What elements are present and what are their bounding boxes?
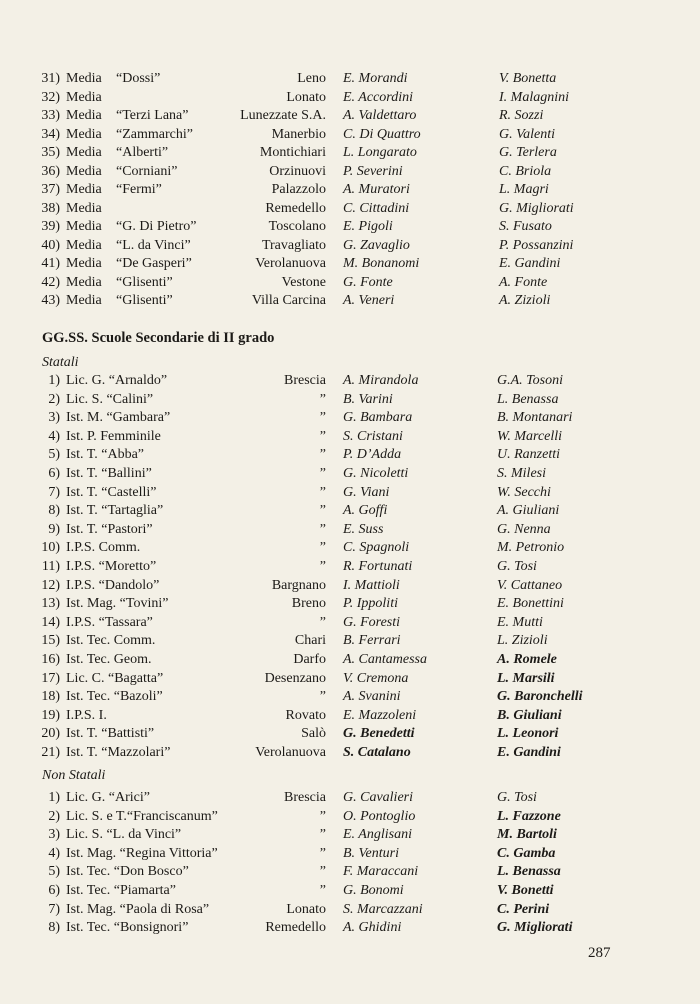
- list-item: [0, 502, 700, 520]
- president-name: G. Bambara: [343, 410, 413, 426]
- secretary-name: S. Fusato: [499, 219, 552, 234]
- president-name: A. Valdettaro: [343, 108, 417, 123]
- list-item: [0, 274, 700, 292]
- school-name: “Dossi”: [116, 71, 161, 86]
- school-name: Ist. Mag. “Tovini”: [66, 596, 169, 612]
- president-name: B. Ferrari: [343, 633, 401, 649]
- school-name: Lic. S. “Calini”: [66, 391, 154, 407]
- secretary-name: A. Fonte: [499, 274, 548, 290]
- row-number: 16): [41, 652, 60, 667]
- list-item: [0, 181, 700, 199]
- list-item: [0, 465, 700, 483]
- secretary-name: L. Benassa: [497, 864, 561, 880]
- secretary-name: P. Possanzini: [499, 237, 574, 253]
- secretary-name: A. Romele: [497, 652, 557, 667]
- school-name: Ist. T. “Battisti”: [66, 726, 155, 742]
- secretary-name: A. Giuliani: [497, 503, 560, 519]
- school-type: Media: [66, 256, 102, 271]
- school-type: Media: [66, 293, 102, 308]
- list-item: [0, 789, 700, 807]
- president-name: S. Cristani: [343, 428, 403, 444]
- secretary-name: C. Perini: [497, 901, 550, 917]
- president-name: E. Anglisani: [343, 827, 412, 843]
- school-place: ”: [319, 689, 326, 705]
- row-number: 17): [41, 670, 60, 686]
- statali-subheading: Statali: [42, 355, 79, 370]
- secretary-name: A. Zizioli: [499, 293, 551, 308]
- school-place: ”: [319, 845, 326, 861]
- school-place: ”: [319, 466, 326, 481]
- school-name: Ist. Tec. “Bonsignori”: [66, 920, 189, 936]
- president-name: G. Viani: [343, 484, 390, 500]
- president-name: V. Cremona: [343, 670, 409, 686]
- list-item: [0, 372, 700, 390]
- school-place: ”: [319, 808, 326, 824]
- school-place: ”: [319, 391, 326, 407]
- secretary-name: G. Baronchelli: [497, 689, 583, 705]
- school-name: Ist. T. “Pastori”: [66, 521, 153, 537]
- list-item: [0, 808, 700, 826]
- list-item: [0, 521, 700, 539]
- president-name: S. Marcazzani: [343, 901, 423, 917]
- school-name: Ist. T. “Abba”: [66, 447, 145, 463]
- row-number: 41): [41, 256, 60, 271]
- row-number: 37): [41, 182, 60, 197]
- row-number: 43): [41, 293, 60, 308]
- school-type: Media: [66, 182, 102, 197]
- school-name: I.P.S. “Tassara”: [66, 614, 153, 630]
- row-number: 10): [41, 540, 60, 556]
- row-number: 32): [41, 89, 60, 105]
- secretary-name: I. Malagnini: [499, 89, 569, 105]
- school-place: ”: [319, 827, 326, 843]
- row-number: 35): [41, 145, 60, 160]
- school-place: Breno: [291, 596, 326, 612]
- secretary-name: R. Sozzi: [499, 108, 544, 123]
- row-number: 11): [41, 559, 60, 574]
- list-item: [0, 826, 700, 844]
- list-item: [0, 144, 700, 162]
- school-name: I.P.S. “Dandolo”: [66, 577, 160, 593]
- secretary-name: V. Cattaneo: [497, 577, 563, 593]
- school-place: Darfo: [293, 652, 326, 667]
- secretary-name: L. Marsili: [497, 670, 555, 686]
- row-number: 7): [48, 484, 60, 500]
- list-item: [0, 577, 700, 595]
- president-name: A. Cantamessa: [343, 652, 427, 667]
- secretary-name: W. Secchi: [497, 484, 551, 500]
- secretary-name: V. Bonetti: [497, 883, 554, 898]
- school-place: ”: [319, 540, 326, 556]
- president-name: A. Goffi: [343, 503, 388, 519]
- secretary-name: M. Bartoli: [497, 827, 557, 843]
- school-place: Brescia: [284, 373, 326, 388]
- school-type: Media: [66, 200, 102, 216]
- school-place: Lonato: [286, 89, 326, 105]
- row-number: 6): [48, 883, 60, 898]
- list-item: [0, 70, 700, 88]
- school-name: Ist. Tec. “Piamarta”: [66, 883, 176, 898]
- school-name: “Terzi Lana”: [116, 108, 189, 123]
- list-item: [0, 882, 700, 900]
- secretary-name: U. Ranzetti: [497, 447, 560, 463]
- row-number: 39): [41, 219, 60, 234]
- president-name: E. Accordini: [343, 89, 413, 105]
- row-number: 42): [41, 274, 60, 290]
- list-item: [0, 218, 700, 236]
- school-place: Verolanuova: [255, 745, 326, 760]
- row-number: 3): [48, 827, 60, 843]
- school-type: Media: [66, 145, 102, 160]
- school-place: Villa Carcina: [251, 293, 326, 308]
- president-name: O. Pontoglio: [343, 808, 416, 824]
- secretary-name: G. Terlera: [499, 145, 557, 160]
- secretary-name: E. Gandini: [499, 256, 561, 271]
- school-place: Manerbio: [271, 126, 326, 142]
- school-place: Salò: [301, 726, 326, 742]
- school-name: Ist. P. Femminile: [66, 428, 161, 444]
- secretary-name: E. Gandini: [497, 745, 561, 760]
- school-place: ”: [319, 428, 326, 444]
- school-type: Media: [66, 89, 102, 105]
- non-statali-subheading: Non Statali: [42, 768, 106, 783]
- row-number: 1): [48, 790, 60, 805]
- list-item: [0, 126, 700, 144]
- secretary-name: G. Nenna: [497, 521, 551, 537]
- row-number: 31): [41, 71, 60, 86]
- president-name: A. Veneri: [343, 293, 395, 308]
- school-place: Leno: [297, 71, 326, 86]
- president-name: G. Foresti: [343, 614, 401, 630]
- president-name: A. Svanini: [343, 689, 401, 705]
- row-number: 36): [41, 163, 60, 179]
- president-name: S. Catalano: [343, 745, 411, 760]
- school-name: Ist. T. “Mazzolari”: [66, 745, 171, 760]
- list-item: [0, 632, 700, 650]
- row-number: 4): [48, 428, 60, 444]
- school-place: Remedello: [265, 920, 326, 936]
- row-number: 19): [41, 707, 60, 723]
- president-name: A. Muratori: [343, 182, 410, 197]
- secretary-name: G. Tosi: [497, 790, 537, 805]
- secretary-name: S. Milesi: [497, 466, 546, 481]
- list-item: [0, 863, 700, 881]
- school-name: “L. da Vinci”: [116, 237, 191, 253]
- school-place: Brescia: [284, 790, 326, 805]
- school-place: Lunezzate S.A.: [240, 108, 326, 123]
- school-name: Lic. G. “Arici”: [66, 790, 150, 805]
- secretary-name: L. Fazzone: [497, 808, 561, 824]
- school-place: Palazzolo: [271, 182, 326, 197]
- row-number: 15): [41, 633, 60, 649]
- president-name: G. Nicoletti: [343, 466, 409, 481]
- school-name: Lic. S. e T.“Franciscanum”: [66, 808, 218, 824]
- president-name: E. Suss: [343, 521, 384, 537]
- row-number: 13): [41, 596, 60, 612]
- school-name: “Fermi”: [116, 182, 162, 197]
- president-name: E. Pigoli: [343, 219, 393, 234]
- school-place: ”: [319, 614, 326, 630]
- president-name: P. Ippoliti: [343, 596, 398, 612]
- secretary-name: B. Giuliani: [497, 707, 562, 723]
- school-name: “Alberti”: [116, 145, 169, 160]
- list-item: [0, 539, 700, 557]
- secretary-name: G. Migliorati: [497, 920, 573, 936]
- school-place: Orzinuovi: [269, 163, 326, 179]
- secretary-name: L. Magri: [499, 182, 549, 197]
- school-place: Vestone: [281, 274, 326, 290]
- school-place: Lonato: [286, 901, 326, 917]
- school-name: Ist. T. “Castelli”: [66, 484, 157, 500]
- school-place: ”: [319, 503, 326, 519]
- row-number: 3): [48, 410, 60, 426]
- row-number: 1): [48, 373, 60, 388]
- school-name: “Corniani”: [116, 163, 178, 179]
- president-name: P. Severini: [343, 163, 403, 179]
- school-name: “Glisenti”: [116, 293, 173, 308]
- school-place: Desenzano: [264, 670, 326, 686]
- list-item: [0, 292, 700, 310]
- school-place: Chari: [294, 633, 326, 649]
- school-place: Remedello: [265, 200, 326, 216]
- list-item: [0, 446, 700, 464]
- president-name: E. Mazzoleni: [343, 707, 417, 723]
- row-number: 7): [48, 901, 60, 917]
- school-name: Ist. Mag. “Regina Vittoria”: [66, 845, 218, 861]
- row-number: 4): [48, 845, 60, 861]
- list-item: [0, 163, 700, 181]
- school-name: I.P.S. “Moretto”: [66, 559, 157, 574]
- school-name: I.P.S. I.: [66, 707, 107, 723]
- school-place: Bargnano: [271, 577, 326, 593]
- president-name: A. Mirandola: [343, 373, 419, 388]
- secretary-name: W. Marcelli: [497, 428, 563, 444]
- row-number: 14): [41, 614, 60, 630]
- school-place: ”: [319, 864, 326, 880]
- secretary-name: C. Gamba: [497, 845, 556, 861]
- list-item: [0, 744, 700, 762]
- list-item: [0, 688, 700, 706]
- school-name: I.P.S. Comm.: [66, 540, 141, 556]
- row-number: 8): [48, 920, 60, 936]
- school-name: Ist. T. “Ballini”: [66, 466, 152, 481]
- row-number: 34): [41, 126, 60, 142]
- list-item: [0, 919, 700, 937]
- row-number: 5): [48, 447, 60, 463]
- list-item: [0, 409, 700, 427]
- president-name: G. Cavalieri: [343, 790, 413, 805]
- list-item: [0, 901, 700, 919]
- president-name: A. Ghidini: [343, 920, 402, 936]
- president-name: G. Fonte: [343, 274, 393, 290]
- school-place: Verolanuova: [255, 256, 326, 271]
- secretary-name: E. Mutti: [497, 614, 543, 630]
- school-name: Lic. S. “L. da Vinci”: [66, 827, 182, 843]
- list-item: [0, 237, 700, 255]
- secretary-name: G. Tosi: [497, 559, 537, 574]
- school-name: Ist. Tec. Geom.: [66, 652, 152, 667]
- row-number: 33): [41, 108, 60, 123]
- school-type: Media: [66, 108, 102, 123]
- school-name: Ist. Mag. “Paola di Rosa”: [66, 901, 210, 917]
- school-type: Media: [66, 71, 102, 86]
- list-item: [0, 89, 700, 107]
- list-item: [0, 558, 700, 576]
- page-number: 287: [588, 945, 611, 961]
- school-place: Travagliato: [261, 237, 326, 253]
- president-name: L. Longarato: [343, 145, 417, 160]
- school-type: Media: [66, 237, 102, 253]
- secretary-name: C. Briola: [499, 163, 552, 179]
- list-item: [0, 725, 700, 743]
- president-name: M. Bonanomi: [343, 256, 420, 271]
- row-number: 5): [48, 864, 60, 880]
- list-item: [0, 595, 700, 613]
- school-place: ”: [319, 559, 326, 574]
- school-name: “Glisenti”: [116, 274, 173, 290]
- school-name: Ist. Tec. Comm.: [66, 633, 156, 649]
- school-name: Lic. C. “Bagatta”: [66, 670, 164, 686]
- president-name: F. Maraccani: [343, 864, 419, 880]
- president-name: G. Zavaglio: [343, 237, 410, 253]
- row-number: 38): [41, 200, 60, 216]
- secretary-name: G.A. Tosoni: [497, 373, 564, 388]
- secretary-name: M. Petronio: [497, 540, 565, 556]
- school-name: “De Gasperi”: [116, 256, 192, 271]
- president-name: R. Fortunati: [343, 559, 413, 574]
- list-item: [0, 707, 700, 725]
- row-number: 8): [48, 503, 60, 519]
- list-item: [0, 200, 700, 218]
- president-name: I. Mattioli: [343, 577, 400, 593]
- president-name: P. D’Adda: [343, 447, 402, 463]
- school-place: ”: [319, 447, 326, 463]
- president-name: B. Varini: [343, 391, 393, 407]
- school-type: Media: [66, 219, 102, 234]
- row-number: 18): [41, 689, 60, 705]
- school-place: Montichiari: [259, 145, 326, 160]
- president-name: C. Cittadini: [343, 200, 410, 216]
- president-name: G. Bonomi: [343, 883, 404, 898]
- list-item: [0, 107, 700, 125]
- section-heading: GG.SS. Scuole Secondarie di II grado: [42, 330, 275, 346]
- school-name: Ist. T. “Tartaglia”: [66, 503, 164, 519]
- school-name: Ist. Tec. “Don Bosco”: [66, 864, 189, 880]
- secretary-name: B. Montanari: [497, 410, 573, 426]
- list-item: [0, 255, 700, 273]
- president-name: C. Di Quattro: [343, 126, 421, 142]
- secretary-name: L. Benassa: [497, 391, 559, 407]
- school-place: ”: [319, 521, 326, 537]
- list-item: [0, 391, 700, 409]
- list-item: [0, 651, 700, 669]
- school-name: “Zammarchi”: [116, 126, 193, 142]
- row-number: 9): [48, 521, 60, 537]
- secretary-name: L. Leonori: [497, 726, 559, 742]
- school-name: Ist. Tec. “Bazoli”: [66, 689, 163, 705]
- row-number: 12): [41, 577, 60, 593]
- school-name: “G. Di Pietro”: [116, 219, 197, 234]
- secretary-name: E. Bonettini: [497, 596, 564, 612]
- president-name: G. Benedetti: [343, 726, 415, 742]
- school-type: Media: [66, 163, 102, 179]
- list-item: [0, 670, 700, 688]
- secretary-name: G. Migliorati: [499, 200, 574, 216]
- school-place: ”: [319, 410, 326, 426]
- row-number: 6): [48, 466, 60, 481]
- row-number: 20): [41, 726, 60, 742]
- list-item: [0, 845, 700, 863]
- row-number: 40): [41, 237, 60, 253]
- president-name: E. Morandi: [343, 71, 408, 86]
- list-item: [0, 484, 700, 502]
- school-name: Ist. M. “Gambara”: [66, 410, 171, 426]
- president-name: C. Spagnoli: [343, 540, 410, 556]
- school-type: Media: [66, 274, 102, 290]
- row-number: 2): [48, 808, 60, 824]
- row-number: 21): [41, 745, 60, 760]
- secretary-name: G. Valenti: [499, 126, 555, 142]
- secretary-name: V. Bonetta: [499, 71, 557, 86]
- school-name: Lic. G. “Arnaldo”: [66, 373, 168, 388]
- school-type: Media: [66, 126, 102, 142]
- list-item: [0, 428, 700, 446]
- secretary-name: L. Zizioli: [497, 633, 548, 649]
- list-item: [0, 614, 700, 632]
- president-name: B. Venturi: [343, 845, 399, 861]
- school-place: Toscolano: [268, 219, 326, 234]
- school-place: ”: [319, 883, 326, 898]
- row-number: 2): [48, 391, 60, 407]
- school-place: Rovato: [285, 707, 326, 723]
- school-place: ”: [319, 484, 326, 500]
